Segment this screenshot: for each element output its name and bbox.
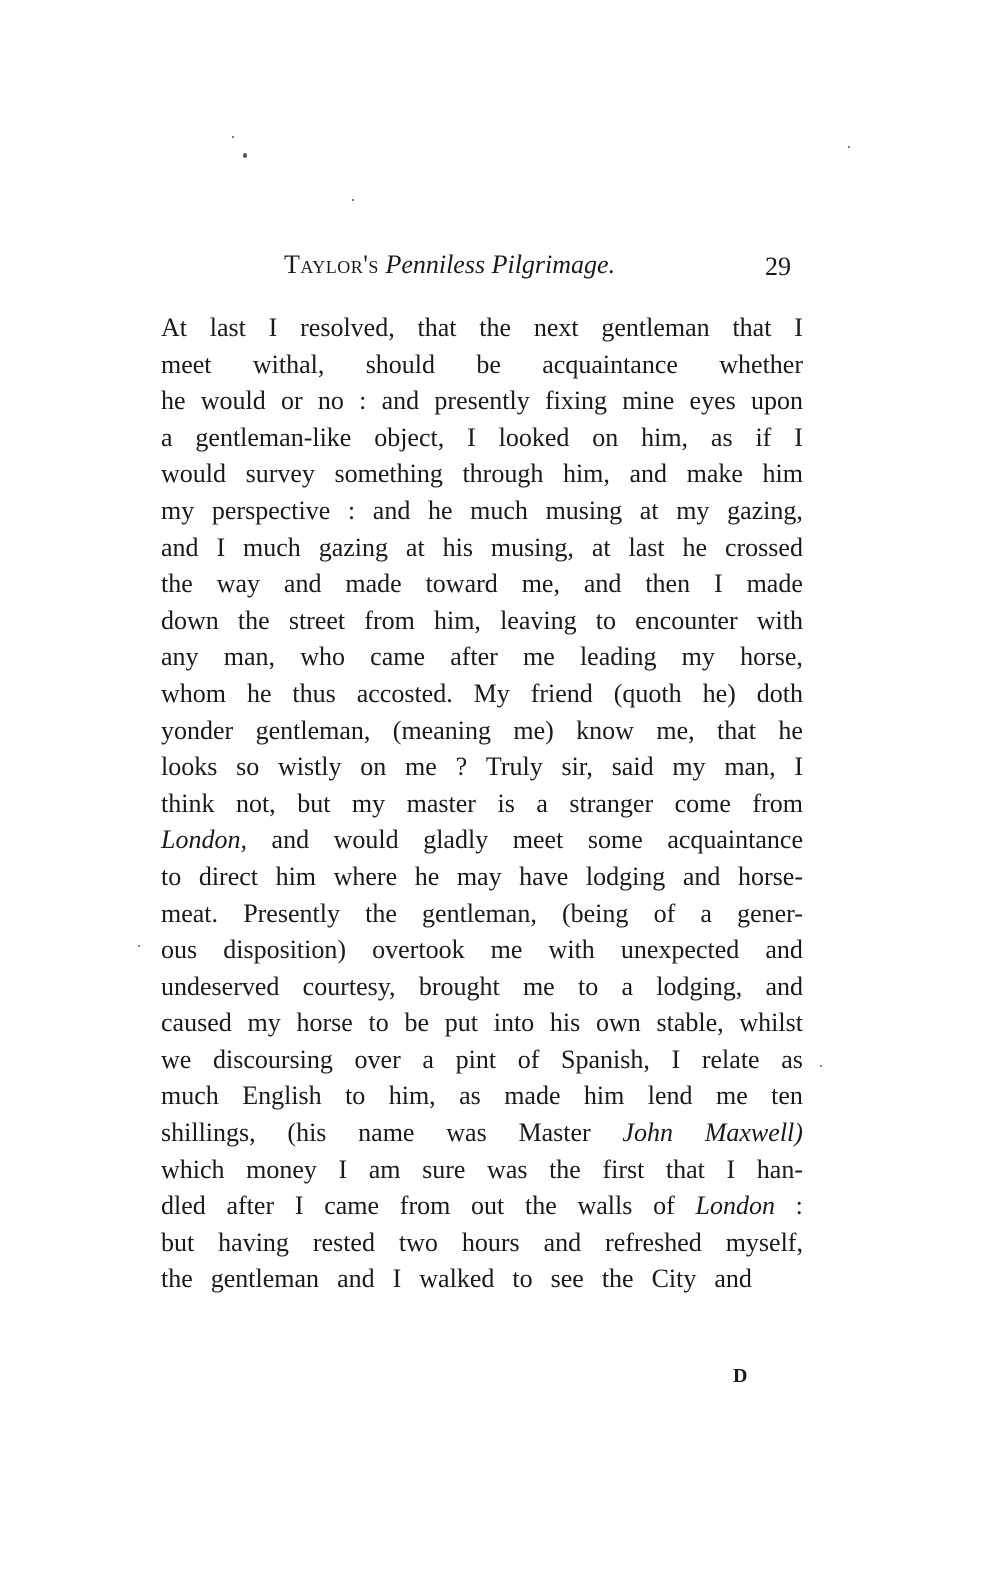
word: me)	[513, 715, 554, 745]
print-speck	[352, 199, 354, 201]
text-line	[161, 347, 803, 384]
word: Presently	[243, 898, 340, 928]
word: I	[467, 422, 476, 452]
word: :	[347, 495, 356, 525]
print-speck	[820, 1065, 822, 1067]
word: at	[639, 495, 659, 525]
word: and	[629, 459, 668, 489]
word: I	[726, 1154, 736, 1184]
word: the	[549, 1154, 581, 1184]
word: I	[268, 313, 278, 342]
word: withal,	[252, 349, 325, 379]
word: overtook	[372, 935, 465, 965]
word: I	[671, 1044, 681, 1074]
word: meet	[161, 349, 212, 379]
word: my	[161, 495, 195, 525]
word: who	[300, 642, 345, 672]
print-speck	[243, 153, 247, 158]
word: have	[519, 861, 569, 891]
word: to	[345, 1081, 366, 1111]
word: may	[456, 861, 502, 891]
word: next	[533, 313, 579, 342]
word: much	[243, 532, 301, 562]
word: musing	[545, 495, 623, 525]
word: at	[591, 532, 611, 562]
word: out	[471, 1191, 505, 1221]
text-line	[161, 493, 803, 530]
word: musing,	[490, 532, 574, 562]
word: ous	[161, 935, 198, 965]
text-line	[161, 1042, 803, 1079]
word: so	[236, 752, 260, 782]
text-line	[161, 420, 803, 457]
text-line	[161, 932, 803, 969]
word: put	[444, 1008, 478, 1038]
word: ?	[455, 752, 468, 782]
word: master	[406, 788, 476, 818]
word: as	[710, 422, 733, 452]
word: we	[161, 1044, 192, 1074]
word: stable,	[656, 1008, 724, 1038]
word: my	[681, 642, 715, 672]
word: crossed	[724, 532, 803, 562]
word: I	[392, 1264, 402, 1294]
word: that	[417, 313, 457, 342]
word: me,	[656, 715, 695, 745]
word: much	[470, 495, 528, 525]
word: London	[695, 1191, 775, 1221]
word: last	[628, 532, 665, 562]
text-line	[161, 676, 803, 713]
word: is	[497, 788, 515, 818]
word: way	[216, 569, 260, 599]
word: meet	[512, 825, 564, 855]
word: perspective	[211, 495, 331, 525]
word: friend	[530, 678, 593, 708]
word: walked	[419, 1264, 495, 1294]
word: then	[645, 569, 691, 599]
word: shillings,	[161, 1118, 256, 1148]
word: my	[351, 788, 386, 818]
word: gladly	[423, 825, 489, 855]
text-line	[161, 530, 803, 567]
word: own	[596, 1008, 641, 1038]
word: or	[281, 386, 303, 416]
word: and	[765, 935, 803, 965]
word: be	[404, 1008, 430, 1038]
word: the	[365, 898, 397, 928]
word: disposition)	[223, 935, 347, 965]
word: toward	[425, 569, 498, 599]
word: I	[794, 313, 803, 342]
word: horse-	[738, 861, 803, 891]
word: object,	[374, 422, 445, 452]
word: courtesy,	[302, 971, 396, 1001]
text-line	[161, 859, 803, 896]
word: first	[602, 1154, 645, 1184]
word: the	[601, 1264, 634, 1294]
word: of	[517, 1044, 540, 1074]
word: acquaintance	[542, 349, 678, 379]
word: :	[359, 386, 367, 416]
word: I	[794, 752, 803, 782]
word: (being	[561, 898, 629, 928]
word: he	[778, 715, 803, 745]
word: leading	[579, 642, 657, 672]
word: lodging,	[656, 971, 743, 1001]
word: brought	[418, 971, 500, 1001]
text-line	[161, 786, 803, 823]
word: he	[427, 495, 453, 525]
word: meat.	[161, 898, 219, 928]
word: his	[442, 532, 473, 562]
text-line	[161, 566, 803, 603]
word: him,	[388, 1081, 436, 1111]
word: and	[583, 569, 622, 599]
word: him,	[562, 459, 610, 489]
word: was	[446, 1118, 487, 1148]
word: make	[686, 459, 743, 489]
print-speck	[848, 146, 850, 148]
word: and	[714, 1264, 752, 1294]
word: direct	[198, 861, 258, 891]
word: into	[493, 1008, 535, 1038]
word: my	[247, 1008, 281, 1038]
word: something	[334, 459, 443, 489]
word: gentleman-like	[195, 422, 352, 452]
word: gazing	[318, 532, 389, 562]
word: made	[746, 569, 803, 599]
word: (meaning	[392, 715, 491, 745]
word: him,	[641, 422, 689, 452]
word: but	[161, 1227, 195, 1257]
word: from	[399, 1191, 451, 1221]
word: would	[200, 386, 266, 416]
word: myself,	[725, 1227, 803, 1257]
word: me	[715, 1081, 748, 1111]
word: mine	[622, 386, 675, 416]
word: I	[338, 1154, 348, 1184]
word: walls	[577, 1191, 633, 1221]
word: him	[762, 459, 803, 489]
word: and	[372, 495, 411, 525]
word: that	[665, 1154, 705, 1184]
word: lend	[647, 1081, 693, 1111]
word: undeserved	[161, 971, 280, 1001]
text-line	[161, 713, 803, 750]
word: man,	[724, 752, 776, 782]
word: sure	[422, 1154, 466, 1184]
word: to	[161, 861, 182, 891]
word: rested	[312, 1227, 375, 1257]
word: a	[161, 422, 173, 452]
word: doth	[756, 678, 803, 708]
word: would	[333, 825, 399, 855]
word: him,	[433, 605, 481, 635]
word: should	[365, 349, 436, 379]
word: he)	[702, 678, 736, 708]
word: and	[283, 569, 322, 599]
text-line	[161, 1005, 803, 1042]
word: (quoth	[613, 678, 682, 708]
word: he	[414, 861, 440, 891]
word: a	[422, 1044, 434, 1074]
word: gentleman,	[255, 715, 371, 745]
word: his	[549, 1008, 581, 1038]
word: City	[651, 1264, 697, 1294]
word: and	[271, 825, 310, 855]
text-line	[161, 603, 803, 640]
word: gazing,	[727, 495, 803, 525]
signature-mark: D	[733, 1365, 748, 1387]
word: through	[462, 459, 544, 489]
word: was	[487, 1154, 528, 1184]
word: the	[161, 569, 193, 599]
word: Spanish,	[561, 1044, 650, 1074]
word: name	[358, 1118, 415, 1148]
word: last	[209, 313, 246, 342]
word: Master	[518, 1118, 591, 1148]
word: and	[543, 1227, 582, 1257]
word: the	[525, 1191, 557, 1221]
word: London,	[161, 825, 247, 855]
word: with	[548, 935, 595, 965]
word: with	[756, 605, 803, 635]
word: John	[622, 1118, 673, 1148]
word: :	[795, 1191, 803, 1221]
text-line	[161, 383, 803, 420]
word: see	[550, 1264, 584, 1294]
word: to	[368, 1008, 389, 1038]
word: pint	[455, 1044, 497, 1074]
word: and	[337, 1264, 375, 1294]
word: on	[360, 752, 387, 782]
word: eyes	[689, 386, 736, 416]
word: a	[536, 788, 548, 818]
word: he	[682, 532, 708, 562]
text-line	[161, 969, 803, 1006]
text-line	[161, 1078, 803, 1115]
word: having	[218, 1227, 289, 1257]
running-head	[284, 248, 615, 282]
word: he	[246, 678, 272, 708]
word: I	[216, 532, 226, 562]
body-text	[161, 310, 803, 1298]
word: han-	[756, 1154, 803, 1184]
word: ten	[771, 1081, 803, 1111]
word: but	[297, 788, 331, 818]
word: from	[364, 605, 415, 635]
word: that	[717, 715, 756, 745]
word: of	[653, 1191, 675, 1221]
word: fixing	[544, 386, 608, 416]
word: looked	[498, 422, 570, 452]
text-line	[161, 310, 803, 347]
word: some	[587, 825, 643, 855]
word: at	[405, 532, 425, 562]
word: wistly	[277, 752, 342, 782]
word: acquaintance	[667, 825, 803, 855]
print-speck	[232, 136, 234, 138]
word: over	[354, 1044, 401, 1074]
word: down	[161, 605, 219, 635]
word: I	[794, 422, 803, 452]
word: come	[674, 788, 731, 818]
word: upon	[750, 386, 803, 416]
word: know	[576, 715, 634, 745]
word: English	[242, 1081, 322, 1111]
word: a	[621, 971, 633, 1001]
word: made	[504, 1081, 561, 1111]
word: and	[161, 532, 199, 562]
running-head-author: Taylor's	[284, 250, 379, 279]
word: me	[405, 752, 437, 782]
word: my	[676, 495, 710, 525]
word: am	[368, 1154, 401, 1184]
word: whether	[719, 349, 803, 379]
text-line	[161, 639, 803, 676]
word: presently	[434, 386, 530, 416]
text-line	[161, 1188, 803, 1225]
word: made	[345, 569, 402, 599]
word: whom	[161, 678, 226, 708]
word: on	[592, 422, 619, 452]
word: he	[161, 386, 186, 416]
word: where	[333, 861, 398, 891]
word: whilst	[739, 1008, 803, 1038]
word: hours	[461, 1227, 520, 1257]
word: My	[473, 678, 510, 708]
print-speck	[138, 945, 140, 947]
text-line	[161, 1261, 803, 1298]
word: dled	[161, 1191, 206, 1221]
text-line	[161, 1225, 803, 1262]
text-line	[161, 1152, 803, 1189]
word: and	[381, 386, 420, 416]
word: resolved,	[300, 313, 395, 342]
word: my	[672, 752, 706, 782]
word: the	[479, 313, 512, 342]
word: a	[700, 898, 712, 928]
word: survey	[245, 459, 315, 489]
word: me	[490, 935, 523, 965]
word: horse	[296, 1008, 353, 1038]
word: accosted.	[356, 678, 453, 708]
word: the	[161, 1264, 193, 1294]
word: gentleman,	[422, 898, 537, 928]
word: Maxwell)	[704, 1118, 803, 1148]
word: encounter	[635, 605, 738, 635]
word: came	[324, 1191, 380, 1221]
word: refreshed	[605, 1227, 702, 1257]
word: to	[595, 605, 616, 635]
word: from	[752, 788, 803, 818]
word: thus	[292, 678, 336, 708]
running-head-title: Penniless Pilgrimage.	[385, 250, 616, 279]
word: man,	[223, 642, 275, 672]
text-line	[161, 1115, 803, 1152]
word: think	[161, 788, 215, 818]
word: Truly	[485, 752, 543, 782]
word: no	[317, 386, 344, 416]
word: I	[294, 1191, 304, 1221]
word: me	[522, 971, 555, 1001]
text-line	[161, 456, 803, 493]
word: gener-	[737, 898, 803, 928]
word: much	[161, 1081, 219, 1111]
word: unexpected	[620, 935, 740, 965]
word: (his	[287, 1118, 327, 1148]
word: me,	[521, 569, 560, 599]
word: of	[653, 898, 676, 928]
word: to	[512, 1264, 533, 1294]
word: him	[275, 861, 317, 891]
word: after	[226, 1191, 275, 1221]
word: as	[459, 1081, 481, 1111]
word: leaving	[500, 605, 577, 635]
word: came	[370, 642, 425, 672]
word: caused	[161, 1008, 232, 1038]
word: I	[713, 569, 723, 599]
word: to	[577, 971, 599, 1001]
word: me	[523, 642, 555, 672]
word: and	[682, 861, 721, 891]
word: not,	[235, 788, 276, 818]
word: sir,	[561, 752, 593, 782]
text-line	[161, 749, 803, 786]
word: the	[237, 605, 270, 635]
word: street	[288, 605, 346, 635]
word: as	[781, 1044, 803, 1074]
word: be	[476, 349, 501, 379]
word: any	[161, 642, 199, 672]
word: two	[398, 1227, 438, 1257]
text-line	[161, 822, 803, 859]
text-line	[161, 896, 803, 933]
word: money	[246, 1154, 317, 1184]
word: stranger	[569, 788, 654, 818]
word: gentleman	[601, 313, 710, 342]
word: that	[732, 313, 772, 342]
word: if	[755, 422, 772, 452]
word: and	[765, 971, 803, 1001]
word: At	[161, 313, 187, 342]
word: relate	[701, 1044, 760, 1074]
word: gentleman	[210, 1264, 320, 1294]
word: would	[161, 459, 226, 489]
word: said	[611, 752, 654, 782]
word: lodging	[585, 861, 666, 891]
word: discoursing	[212, 1044, 333, 1074]
word: horse,	[740, 642, 803, 672]
page-number: 29	[765, 252, 791, 281]
word: which	[161, 1154, 225, 1184]
word: looks	[161, 752, 218, 782]
word: him	[583, 1081, 625, 1111]
word: after	[450, 642, 498, 672]
word: yonder	[161, 715, 234, 745]
